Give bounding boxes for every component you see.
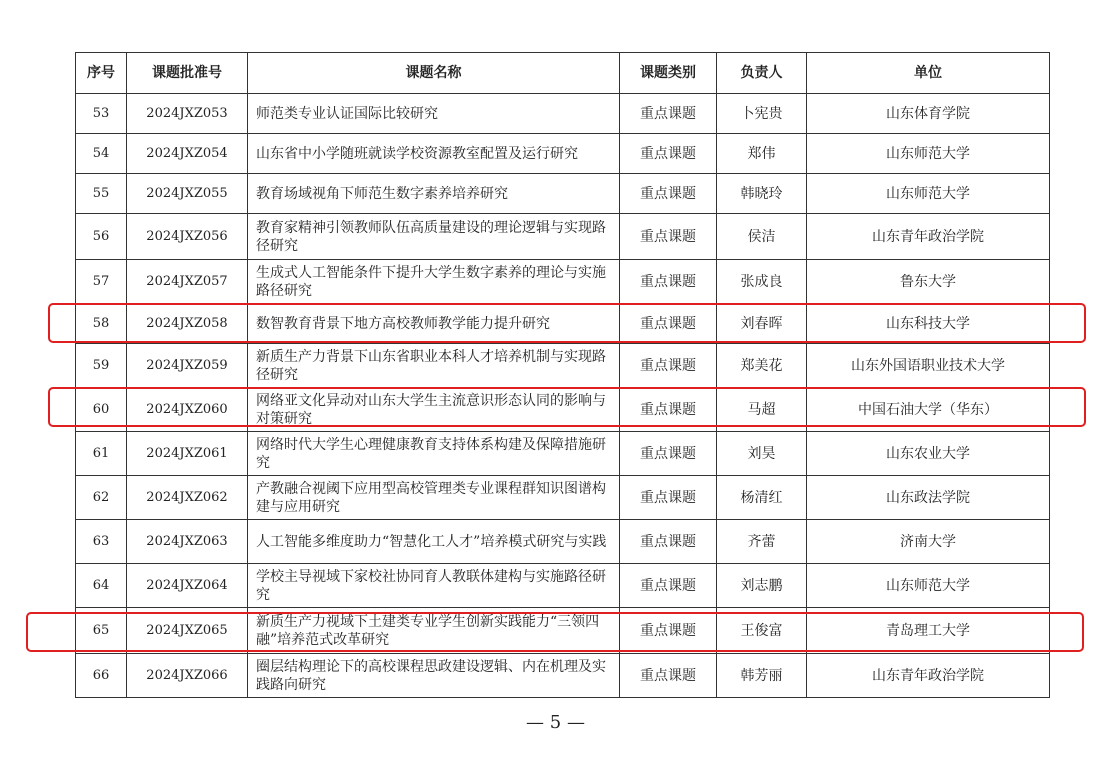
row-category: 重点课题: [620, 432, 717, 476]
row-unit: 山东师范大学: [807, 174, 1050, 214]
row-category: 重点课题: [620, 344, 717, 388]
row-approval-number: 2024JXZ064: [127, 564, 248, 608]
row-project-name: 网络时代大学生心理健康教育支持体系构建及保障措施研究: [248, 432, 620, 476]
row-unit: 山东外国语职业技术大学: [807, 344, 1050, 388]
row-approval-number: 2024JXZ066: [127, 654, 248, 698]
table-row: [76, 654, 1050, 698]
row-approval-number: 2024JXZ059: [127, 344, 248, 388]
row-person: 刘昊: [717, 432, 807, 476]
row-project-name: 新质生产力视域下土建类专业学生创新实践能力“三领四融”培养范式改革研究: [248, 608, 620, 654]
highlight-box-row-60: [48, 387, 1086, 427]
table-row: [76, 520, 1050, 564]
row-person: 刘志鹏: [717, 564, 807, 608]
row-person: 王俊富: [717, 608, 807, 654]
row-index: 62: [76, 476, 127, 520]
row-person: 韩晓玲: [717, 174, 807, 214]
table-row: [76, 174, 1050, 214]
row-project-name: 网络亚文化异动对山东大学生主流意识形态认同的影响与对策研究: [248, 388, 620, 432]
row-unit: 山东师范大学: [807, 564, 1050, 608]
highlight-box-row-65: [26, 612, 1084, 652]
row-person: 齐蕾: [717, 520, 807, 564]
row-project-name: 教育场域视角下师范生数字素养培养研究: [248, 174, 620, 214]
table-row: [76, 476, 1050, 520]
row-index: 59: [76, 344, 127, 388]
row-unit: 山东青年政治学院: [807, 214, 1050, 260]
row-index: 54: [76, 134, 127, 174]
row-unit: 山东科技大学: [807, 304, 1050, 344]
row-approval-number: 2024JXZ063: [127, 520, 248, 564]
row-person: 刘春晖: [717, 304, 807, 344]
row-unit: 山东体育学院: [807, 94, 1050, 134]
row-project-name: 人工智能多维度助力“智慧化工人才”培养模式研究与实践: [248, 520, 620, 564]
row-approval-number: 2024JXZ056: [127, 214, 248, 260]
row-approval-number: 2024JXZ060: [127, 388, 248, 432]
row-index: 64: [76, 564, 127, 608]
header-index: 序号: [76, 53, 127, 94]
row-person: 杨清红: [717, 476, 807, 520]
row-unit: 中国石油大学（华东）: [807, 388, 1050, 432]
table-row: [76, 344, 1050, 388]
page-number: — 5 —: [526, 712, 585, 733]
row-project-name: 产教融合视阈下应用型高校管理类专业课程群知识图谱构建与应用研究: [248, 476, 620, 520]
row-category: 重点课题: [620, 214, 717, 260]
row-unit: 青岛理工大学: [807, 608, 1050, 654]
header-approval-number: 课题批准号: [127, 53, 248, 94]
row-approval-number: 2024JXZ061: [127, 432, 248, 476]
row-approval-number: 2024JXZ062: [127, 476, 248, 520]
row-person: 郑美花: [717, 344, 807, 388]
row-index: 66: [76, 654, 127, 698]
row-approval-number: 2024JXZ065: [127, 608, 248, 654]
row-person: 韩芳丽: [717, 654, 807, 698]
row-project-name: 数智教育背景下地方高校教师教学能力提升研究: [248, 304, 620, 344]
header-person-in-charge: 负责人: [717, 53, 807, 94]
row-index: 61: [76, 432, 127, 476]
row-unit: 山东青年政治学院: [807, 654, 1050, 698]
row-category: 重点课题: [620, 174, 717, 214]
row-project-name: 生成式人工智能条件下提升大学生数字素养的理论与实施路径研究: [248, 260, 620, 304]
row-category: 重点课题: [620, 654, 717, 698]
row-project-name: 学校主导视域下家校社协同育人教联体建构与实施路径研究: [248, 564, 620, 608]
table-row: [76, 260, 1050, 304]
row-unit: 鲁东大学: [807, 260, 1050, 304]
row-unit: 山东师范大学: [807, 134, 1050, 174]
table-row: [76, 94, 1050, 134]
table-row: [76, 432, 1050, 476]
row-person: 马超: [717, 388, 807, 432]
row-category: 重点课题: [620, 94, 717, 134]
row-category: 重点课题: [620, 134, 717, 174]
row-person: 卜宪贵: [717, 94, 807, 134]
highlight-box-row-58: [48, 303, 1086, 343]
row-approval-number: 2024JXZ055: [127, 174, 248, 214]
row-project-name: 师范类专业认证国际比较研究: [248, 94, 620, 134]
row-category: 重点课题: [620, 520, 717, 564]
row-approval-number: 2024JXZ057: [127, 260, 248, 304]
row-project-name: 新质生产力背景下山东省职业本科人才培养机制与实现路径研究: [248, 344, 620, 388]
row-project-name: 山东省中小学随班就读学校资源教室配置及运行研究: [248, 134, 620, 174]
table-row: [76, 134, 1050, 174]
row-unit: 济南大学: [807, 520, 1050, 564]
row-index: 65: [76, 608, 127, 654]
row-approval-number: 2024JXZ058: [127, 304, 248, 344]
row-person: 张成良: [717, 260, 807, 304]
row-category: 重点课题: [620, 260, 717, 304]
row-index: 57: [76, 260, 127, 304]
row-unit: 山东农业大学: [807, 432, 1050, 476]
header-unit: 单位: [807, 53, 1050, 94]
header-project-category: 课题类别: [620, 53, 717, 94]
row-unit: 山东政法学院: [807, 476, 1050, 520]
row-approval-number: 2024JXZ054: [127, 134, 248, 174]
row-project-name: 教育家精神引领教师队伍高质量建设的理论逻辑与实现路径研究: [248, 214, 620, 260]
row-category: 重点课题: [620, 564, 717, 608]
table-row: [76, 214, 1050, 260]
row-person: 郑伟: [717, 134, 807, 174]
row-category: 重点课题: [620, 388, 717, 432]
row-index: 60: [76, 388, 127, 432]
row-approval-number: 2024JXZ053: [127, 94, 248, 134]
table-header-row: [76, 53, 1050, 94]
row-index: 55: [76, 174, 127, 214]
row-person: 侯洁: [717, 214, 807, 260]
row-project-name: 圈层结构理论下的高校课程思政建设逻辑、内在机理及实践路向研究: [248, 654, 620, 698]
row-index: 58: [76, 304, 127, 344]
row-category: 重点课题: [620, 304, 717, 344]
row-category: 重点课题: [620, 476, 717, 520]
table-row: [76, 564, 1050, 608]
row-category: 重点课题: [620, 608, 717, 654]
row-index: 56: [76, 214, 127, 260]
project-table: [75, 52, 1050, 698]
row-index: 63: [76, 520, 127, 564]
header-project-name: 课题名称: [248, 53, 620, 94]
row-index: 53: [76, 94, 127, 134]
